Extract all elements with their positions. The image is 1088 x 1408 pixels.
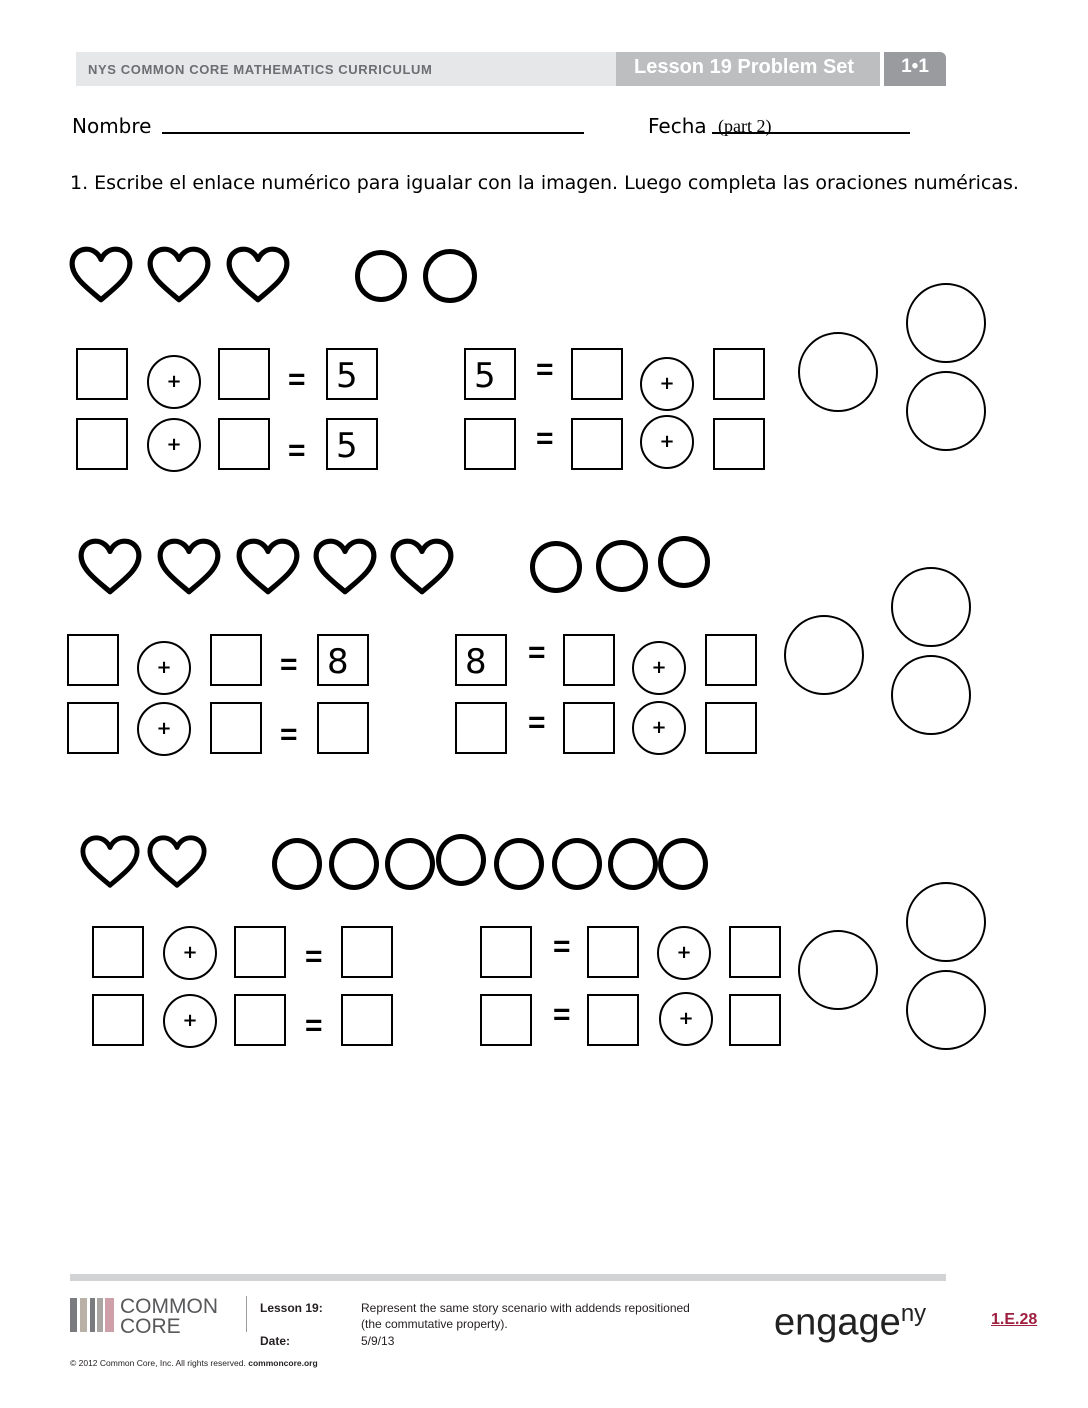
addend-box[interactable] (571, 418, 623, 470)
heart-icon (389, 538, 455, 596)
equals-sign: = (288, 434, 306, 467)
addend-box[interactable] (92, 994, 144, 1046)
total-box[interactable]: 8 (317, 634, 369, 686)
addend-box[interactable] (713, 418, 765, 470)
circle-icon (596, 540, 648, 592)
common-core-logo-icon (70, 1298, 116, 1332)
equals-sign: = (553, 998, 571, 1031)
plus-circle: + (163, 926, 217, 980)
total-box[interactable] (480, 926, 532, 978)
addend-box[interactable] (705, 702, 757, 754)
plus-circle: + (147, 418, 201, 472)
copyright-site[interactable]: commoncore.org (248, 1358, 318, 1368)
equals-sign: = (553, 930, 571, 963)
footer-date-value: 5/9/13 (361, 1334, 395, 1348)
addend-box[interactable] (705, 634, 757, 686)
module-badge (884, 52, 946, 86)
circle-icon (329, 838, 379, 890)
plus-circle: + (147, 355, 201, 409)
copyright-text: © 2012 Common Core, Inc. All rights reserved. (70, 1358, 246, 1368)
logo-line-2: CORE (120, 1315, 181, 1338)
addend-box[interactable] (76, 418, 128, 470)
total-box[interactable] (464, 418, 516, 470)
total-box[interactable] (317, 702, 369, 754)
circle-icon (530, 541, 582, 593)
circle-icon (608, 838, 658, 890)
bond-part-circle[interactable] (906, 371, 986, 451)
equals-sign: = (528, 636, 546, 669)
addend-box[interactable] (563, 702, 615, 754)
module-number: 1•1 (901, 56, 929, 77)
plus-circle: + (640, 415, 694, 469)
addend-box[interactable] (218, 418, 270, 470)
plus-circle: + (640, 357, 694, 411)
addend-box[interactable] (571, 348, 623, 400)
addend-box[interactable] (210, 634, 262, 686)
footer-lesson-desc-2: (the commutative property). (361, 1317, 508, 1331)
footer-date-label: Date: (260, 1334, 291, 1348)
heart-icon (77, 538, 143, 596)
equals-sign: = (305, 1009, 323, 1042)
heart-icon (225, 246, 291, 304)
curriculum-title: NYS COMMON CORE MATHEMATICS CURRICULUM (88, 62, 433, 77)
circle-icon (272, 838, 322, 890)
date-label: Fecha (648, 114, 707, 138)
bond-part-circle[interactable] (906, 283, 986, 363)
addend-box[interactable] (218, 348, 270, 400)
total-box[interactable] (341, 926, 393, 978)
bond-whole-circle[interactable] (798, 930, 878, 1010)
heart-icon (79, 834, 141, 890)
bond-part-circle[interactable] (906, 882, 986, 962)
equals-sign: = (280, 718, 298, 751)
addend-box[interactable] (234, 994, 286, 1046)
addend-box[interactable] (67, 634, 119, 686)
circle-icon (658, 536, 710, 588)
instruction-text: 1. Escribe el enlace numérico para igualar con la imagen. Luego completa las oraciones numéricas. (70, 172, 1019, 194)
circle-icon (355, 250, 407, 302)
brand-sup: ny (900, 1300, 927, 1327)
addend-box[interactable] (587, 994, 639, 1046)
bond-part-circle[interactable] (891, 655, 971, 735)
plus-circle: + (657, 926, 711, 980)
plus-circle: + (659, 992, 713, 1046)
addend-box[interactable] (713, 348, 765, 400)
addend-box[interactable] (76, 348, 128, 400)
circle-icon (436, 834, 486, 886)
plus-circle: + (137, 641, 191, 695)
date-value: (part 2) (718, 116, 772, 136)
total-box[interactable]: 8 (455, 634, 507, 686)
total-box[interactable]: 5 (464, 348, 516, 400)
page-number[interactable]: 1.E.28 (991, 1311, 1038, 1328)
heart-icon (235, 538, 301, 596)
header-banner (76, 52, 946, 86)
logo-line-1: COMMON (120, 1295, 218, 1318)
footer-divider (246, 1296, 247, 1332)
total-box[interactable] (480, 994, 532, 1046)
equals-sign: = (536, 422, 554, 455)
plus-circle: + (632, 641, 686, 695)
footer-lesson-desc-1: Represent the same story scenario with addends repositioned (361, 1301, 690, 1315)
circle-icon (423, 249, 477, 303)
plus-circle: + (137, 702, 191, 756)
name-line[interactable] (162, 132, 584, 134)
plus-circle: + (163, 994, 217, 1048)
copyright (70, 1358, 318, 1368)
circle-icon (552, 838, 602, 890)
engageny-logo (774, 1300, 926, 1345)
heart-icon (146, 246, 212, 304)
lesson-title: Lesson 19 Problem Set (634, 56, 855, 78)
bond-part-circle[interactable] (891, 567, 971, 647)
addend-box[interactable] (729, 926, 781, 978)
name-label: Nombre (72, 114, 152, 138)
equals-sign: = (280, 648, 298, 681)
addend-box[interactable] (92, 926, 144, 978)
total-box[interactable] (341, 994, 393, 1046)
circle-icon (494, 838, 544, 890)
total-box[interactable]: 5 (326, 348, 378, 400)
footer-lesson-label: Lesson 19: (260, 1301, 323, 1315)
heart-icon (312, 538, 378, 596)
equals-sign: = (288, 363, 306, 396)
addend-box[interactable] (587, 926, 639, 978)
circle-icon (658, 838, 708, 890)
total-box[interactable]: 5 (326, 418, 378, 470)
circle-icon (385, 838, 435, 890)
heart-icon (156, 538, 222, 596)
equals-sign: = (528, 706, 546, 739)
bond-whole-circle[interactable] (784, 615, 864, 695)
total-box[interactable] (455, 702, 507, 754)
heart-icon (146, 834, 208, 890)
bond-whole-circle[interactable] (798, 332, 878, 412)
addend-box[interactable] (234, 926, 286, 978)
addend-box[interactable] (210, 702, 262, 754)
addend-box[interactable] (563, 634, 615, 686)
bond-part-circle[interactable] (906, 970, 986, 1050)
equals-sign: = (305, 940, 323, 973)
addend-box[interactable] (729, 994, 781, 1046)
plus-circle: + (632, 701, 686, 755)
heart-icon (68, 246, 134, 304)
addend-box[interactable] (67, 702, 119, 754)
footer-rule (70, 1274, 946, 1281)
equals-sign: = (536, 353, 554, 386)
brand-text: engage (774, 1301, 901, 1344)
